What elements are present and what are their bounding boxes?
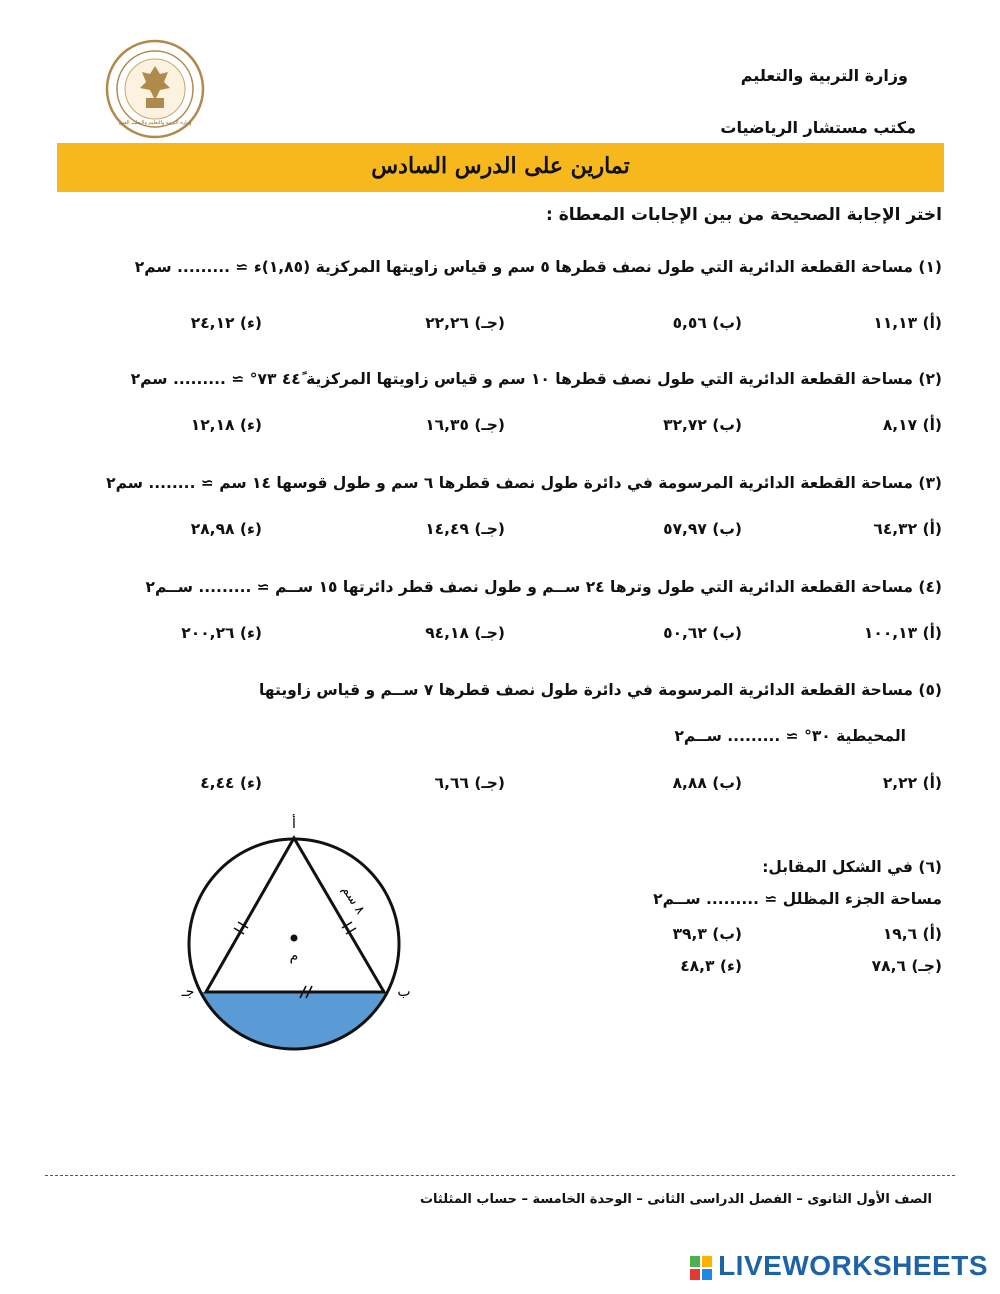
q3-option-b[interactable]: (ب) ٥٧,٩٧	[663, 520, 742, 538]
side-label: ٨ سم	[338, 883, 368, 918]
q1-option-b[interactable]: (ب) ٥,٥٦	[672, 314, 742, 332]
question-2-text: (٢) مساحة القطعة الدائرية التي طول نصف قطرها ١٠ سم و قياس زاويتها المركزية ٤٤ً ٧٣° ≃ ......... سم٢	[130, 370, 942, 388]
footer-divider	[45, 1175, 955, 1176]
label-c: جـ	[181, 984, 195, 1000]
q2-option-d[interactable]: (ء) ١٢,١٨	[190, 416, 262, 434]
q4-option-a[interactable]: (أ) ١٠٠,١٣	[863, 624, 942, 642]
q1-option-c[interactable]: (جـ) ٢٢,٢٦	[425, 314, 505, 332]
ministry-seal-logo	[104, 38, 206, 140]
q4-option-b[interactable]: (ب) ٥٠,٦٢	[663, 624, 742, 642]
question-1-text: (١) مساحة القطعة الدائرية التي طول نصف قطرها ٥ سم و قياس زاويتها المركزية (١,٨٥)ء ≃ ......... سم٢	[134, 258, 942, 276]
title-banner	[57, 143, 944, 192]
label-a: أ	[292, 816, 296, 832]
footer-text: الصف الأول الثانوى – الفصل الدراسى الثانى – الوحدة الخامسة – حساب المثلثات	[419, 1192, 932, 1207]
q5-option-b[interactable]: (ب) ٨,٨٨	[672, 774, 742, 792]
ministry-name: وزارة التربية والتعليم	[740, 66, 908, 85]
instruction-text: اختر الإجابة الصحيحة من بين الإجابات المعطاة :	[546, 205, 942, 225]
q1-option-d[interactable]: (ء) ٢٤,١٢	[190, 314, 262, 332]
question-5-text: (٥) مساحة القطعة الدائرية المرسومة في دائرة طول نصف قطرها ٧ ســم و قياس زاويتها	[258, 681, 942, 699]
q5-option-a[interactable]: (أ) ٢,٢٢	[882, 774, 942, 792]
q6-option-d[interactable]: (ء) ٤٨,٣	[680, 957, 742, 975]
q2-option-a[interactable]: (أ) ٨,١٧	[882, 416, 942, 434]
q4-option-d[interactable]: (ء) ٢٠٠,٢٦	[181, 624, 262, 642]
q1-option-a[interactable]: (أ) ١١,١٣	[873, 314, 942, 332]
circle-triangle-figure	[170, 810, 430, 1060]
q2-option-b[interactable]: (ب) ٣٢,٧٢	[663, 416, 742, 434]
q6-option-a[interactable]: (أ) ١٩,٦	[882, 925, 942, 943]
question-5-text-line2: المحيطية ٣٠° ≃ ......... ســم٢	[674, 727, 906, 745]
label-m: م	[289, 948, 299, 964]
liveworksheets-logo-icon	[690, 1256, 712, 1280]
q5-option-d[interactable]: (ء) ٤,٤٤	[200, 774, 262, 792]
q6-option-b[interactable]: (ب) ٣٩,٣	[672, 925, 742, 943]
liveworksheets-brand[interactable]: LIVEWORKSHEETS	[718, 1250, 988, 1281]
question-4-text: (٤) مساحة القطعة الدائرية التي طول وترها ٢٤ ســم و طول نصف قطر دائرتها ١٥ ســم ≃ ......... ســم٢	[145, 578, 942, 596]
question-6-title: (٦) في الشكل المقابل:	[762, 858, 942, 876]
q6-option-c[interactable]: (جـ) ٧٨,٦	[871, 957, 942, 975]
question-3-text: (٣) مساحة القطعة الدائرية المرسومة في دائرة طول نصف قطرها ٦ سم و طول قوسها ١٤ سم ≃ ........ سم٢	[106, 474, 942, 492]
office-name: مكتب مستشار الرياضيات	[720, 118, 916, 137]
q4-option-c[interactable]: (جـ) ٩٤,١٨	[425, 624, 505, 642]
q3-option-a[interactable]: (أ) ٦٤,٣٢	[873, 520, 942, 538]
label-b: ب	[397, 984, 411, 1000]
q3-option-c[interactable]: (جـ) ١٤,٤٩	[425, 520, 505, 538]
q5-option-c[interactable]: (جـ) ٦,٦٦	[434, 774, 505, 792]
seal-text: وزارة التربية والتعليم والتعليم الفني	[118, 120, 192, 126]
q2-option-c[interactable]: (جـ) ١٦,٣٥	[425, 416, 505, 434]
question-6-text: مساحة الجزء المظلل ≃ ......... ســم٢	[653, 890, 942, 908]
center-point	[291, 935, 298, 942]
q3-option-d[interactable]: (ء) ٢٨,٩٨	[190, 520, 262, 538]
page-title: تمارين على الدرس السادس	[371, 153, 630, 179]
